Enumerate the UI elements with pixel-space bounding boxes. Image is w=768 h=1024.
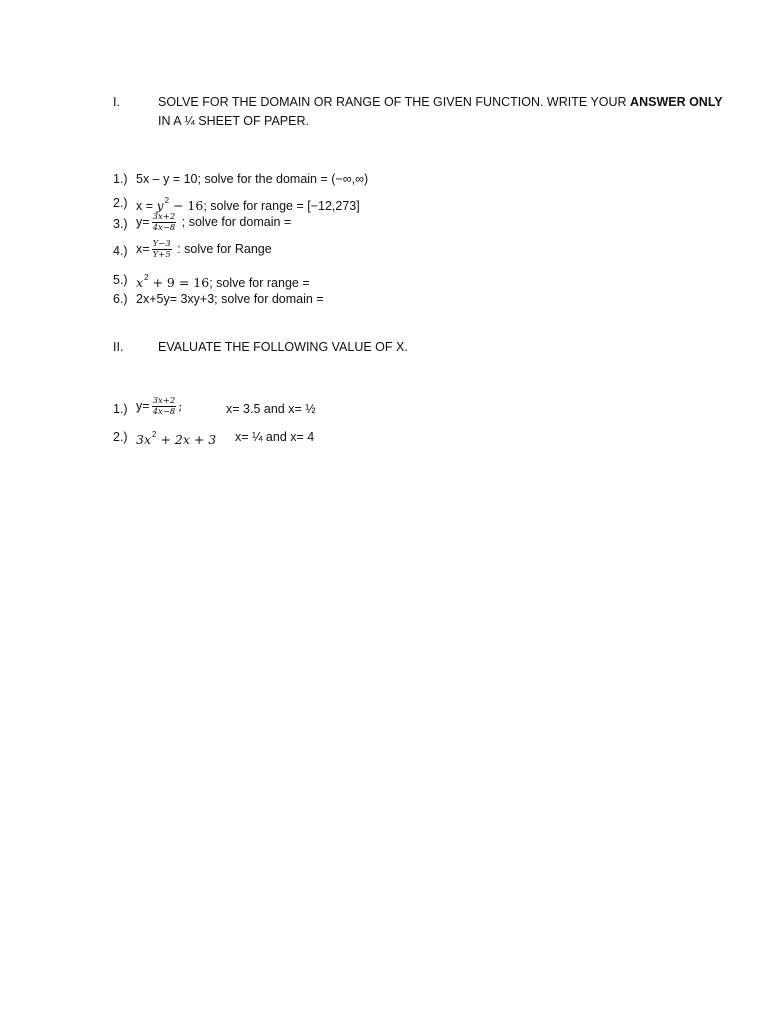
fraction-numerator: 3x+2 (152, 212, 176, 222)
s2-item-2-math-rest: + 2x + 3 (156, 432, 217, 447)
s1-item-3-number: 3.) (113, 217, 128, 231)
fraction-denominator: Y+5 (152, 250, 171, 260)
s1-item-1-text: 5x – y = 10; solve for the domain = (−∞,∞) (136, 172, 369, 186)
s1-item-4-text (136, 239, 272, 260)
s2-item-2-number: 2.) (113, 430, 128, 444)
s1-item-6-text: 2x+5y= 3xy+3; solve for domain = (136, 292, 324, 306)
s2-item-1-prefix: y= (136, 398, 150, 413)
s1-item-3-prefix: y= (136, 214, 150, 229)
s1-item-2-prefix: x = (136, 199, 157, 213)
fraction-denominator: 4x−8 (152, 407, 176, 417)
fraction-numerator: 3x+2 (152, 396, 176, 406)
s2-item-1-number: 1.) (113, 402, 128, 416)
s2-item-1-suffix: ; (178, 397, 183, 413)
section-2-numeral: II. (113, 340, 124, 354)
instruction-emphasis: ANSWER ONLY (630, 95, 723, 109)
s2-item-2-exponent: 2 (152, 430, 157, 439)
s2-item-1-values: x= 3.5 and x= ½ (226, 402, 316, 416)
s1-item-6-number: 6.) (113, 292, 128, 306)
s1-item-4-suffix: : solve for Range (173, 241, 272, 256)
s1-item-4-number: 4.) (113, 244, 128, 258)
s1-item-5-math-rest: + 9 = 16 (148, 275, 210, 290)
instruction-text: SOLVE FOR THE DOMAIN OR RANGE OF THE GIVEN FUNCTION. WRITE YOUR (158, 95, 631, 109)
section-2-instruction: EVALUATE THE FOLLOWING VALUE OF X. (158, 340, 408, 354)
s1-item-5-exponent: 2 (144, 273, 149, 282)
section-1-instruction-line-1 (158, 95, 723, 109)
section-1-numeral: I. (113, 95, 120, 109)
s1-item-5-math-base: x (136, 275, 144, 290)
s1-item-5-text (136, 273, 310, 290)
s2-item-1-fraction (152, 396, 177, 417)
s2-item-2-math-term: 3x (136, 432, 152, 447)
s1-item-3-suffix: ; solve for domain = (178, 214, 292, 229)
s1-item-2-number: 2.) (113, 196, 128, 210)
s1-item-1-number: 1.) (113, 172, 128, 186)
s2-item-2-text (136, 430, 216, 447)
s1-item-2-math-rest: − 16 (169, 198, 204, 213)
s1-item-5-number: 5.) (113, 273, 128, 287)
s2-item-2-values: x= ¼ and x= 4 (235, 430, 315, 444)
s1-item-2-suffix: ; solve for range = [−12,273] (203, 199, 360, 213)
fraction-denominator: 4x−8 (152, 223, 176, 233)
fraction-numerator: Y−3 (152, 239, 171, 249)
section-1-instruction-line-2: IN A ¼ SHEET OF PAPER. (158, 114, 309, 128)
s1-item-2-exponent: 2 (164, 196, 170, 205)
s1-item-4-fraction (152, 239, 172, 260)
s1-item-2-text (136, 196, 360, 213)
s1-item-2-math-base: y (156, 198, 164, 213)
s1-item-5-suffix: ; solve for range = (209, 276, 310, 290)
s1-item-3-fraction (152, 212, 177, 233)
s2-item-1-text (136, 396, 183, 417)
s1-item-3-text (136, 212, 291, 233)
s1-item-4-prefix: x= (136, 241, 150, 256)
